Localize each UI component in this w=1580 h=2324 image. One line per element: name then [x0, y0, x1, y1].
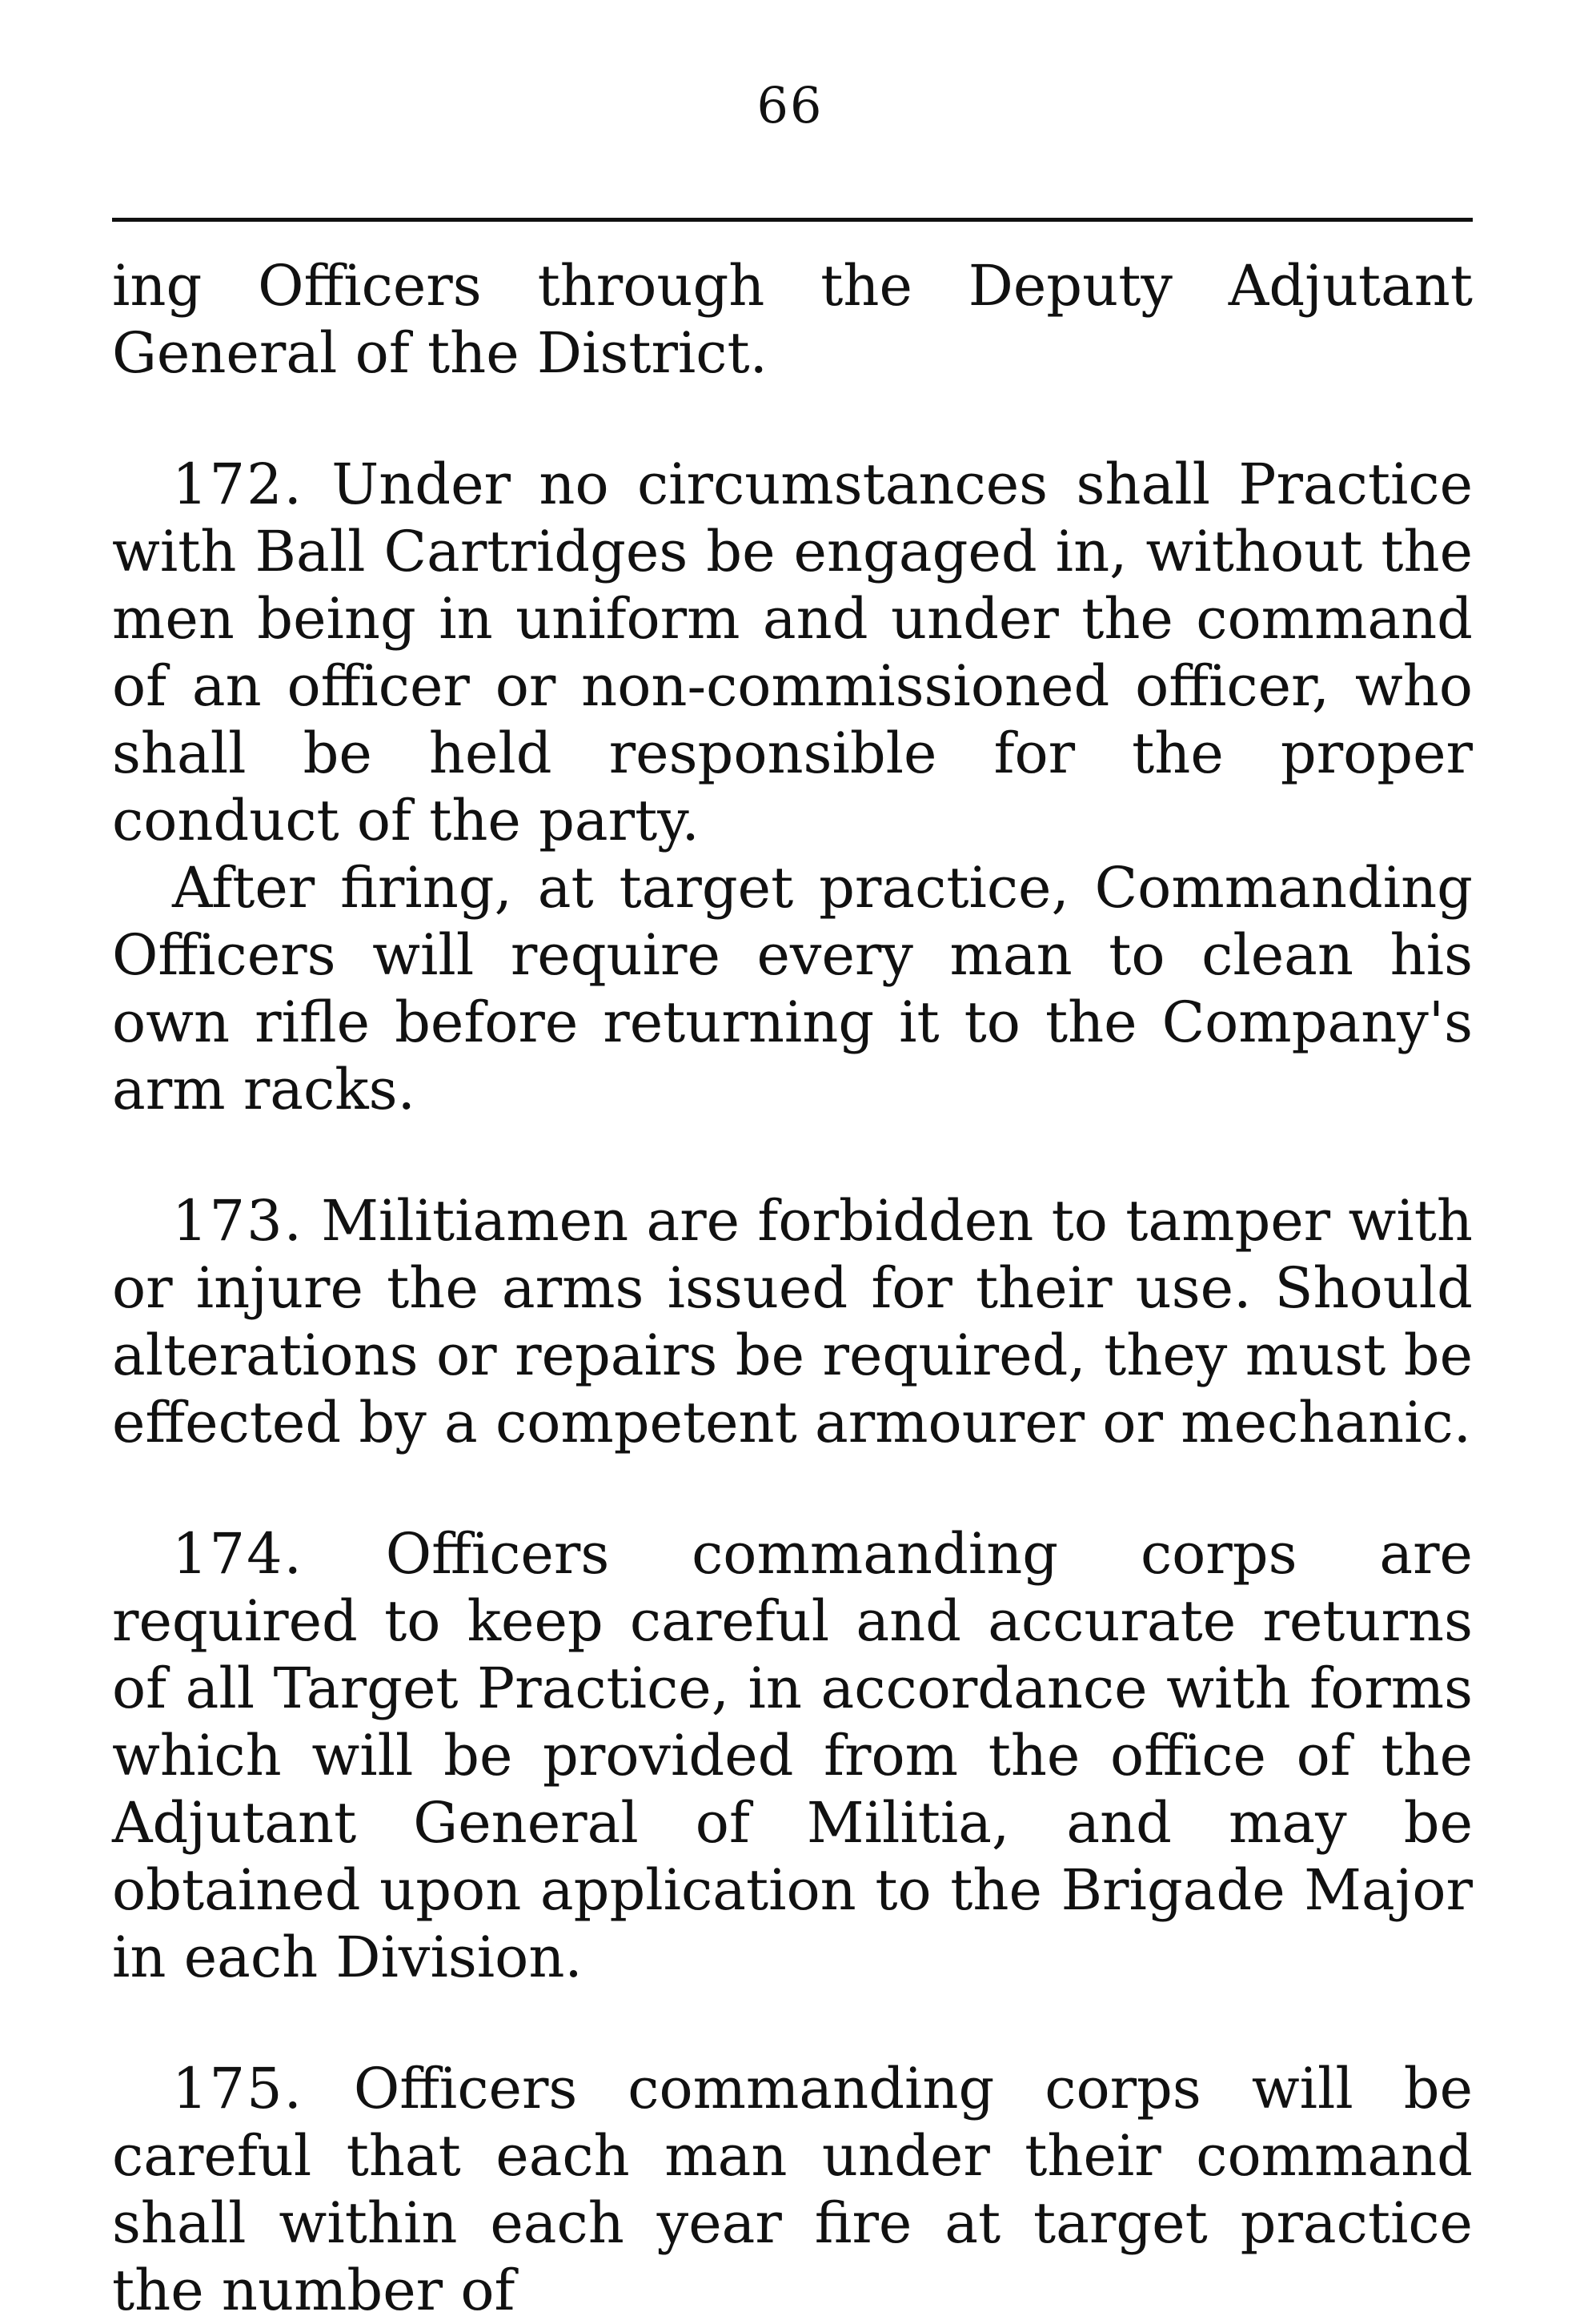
paragraph-173	[112, 1187, 1473, 1456]
page-number: 66	[756, 76, 824, 134]
paragraph-gap	[112, 387, 1473, 451]
page-body	[112, 252, 1473, 2324]
paragraph-172-continuation: After firing, at target practice, Commanding Officers will require every man to clean his own rifle before returning it to the Company's arm racks.	[112, 855, 1473, 1122]
paragraph-text-172: Under no circumstances shall Practice with Ball Cartridges be engaged in, without the men being in uniform and under the command of an officer or non-commissioned officer, who shall be held responsible for the proper conduct of the party.	[112, 452, 1473, 853]
paragraph-gap	[112, 1456, 1473, 1520]
header-rule	[112, 218, 1473, 222]
paragraph-text-173: Militiamen are forbidden to tamper with or injure the arms issued for their use. Should alterations or repairs be required, they must be effected by a competent armourer or mechanic.	[112, 1188, 1473, 1455]
paragraph-number-172: 172.	[172, 452, 303, 517]
paragraph-text-175: Officers commanding corps will be careful that each man under their command shall within each year fire at target practice the number of	[112, 2056, 1473, 2323]
paragraph-continuation: ing Officers through the Deputy Adjutant General of the District.	[112, 253, 1473, 386]
paragraph-172	[112, 451, 1473, 854]
paragraph-number-174: 174.	[172, 1521, 303, 1587]
paragraph-gap	[112, 1991, 1473, 2055]
paragraph-text-174: Officers commanding corps are required to keep careful and accurate returns of all Target Practice, in accordance with forms which will be provided from the office of the Adjutant General of Militia, and may be obtained upon application to the Brigade Major in each Division.	[112, 1521, 1473, 1990]
paragraph-175	[112, 2055, 1473, 2324]
paragraph-174	[112, 1520, 1473, 1991]
paragraph-gap	[112, 1123, 1473, 1187]
paragraph-number-175: 175.	[172, 2056, 303, 2121]
paragraph-number-173: 173.	[172, 1188, 303, 1254]
